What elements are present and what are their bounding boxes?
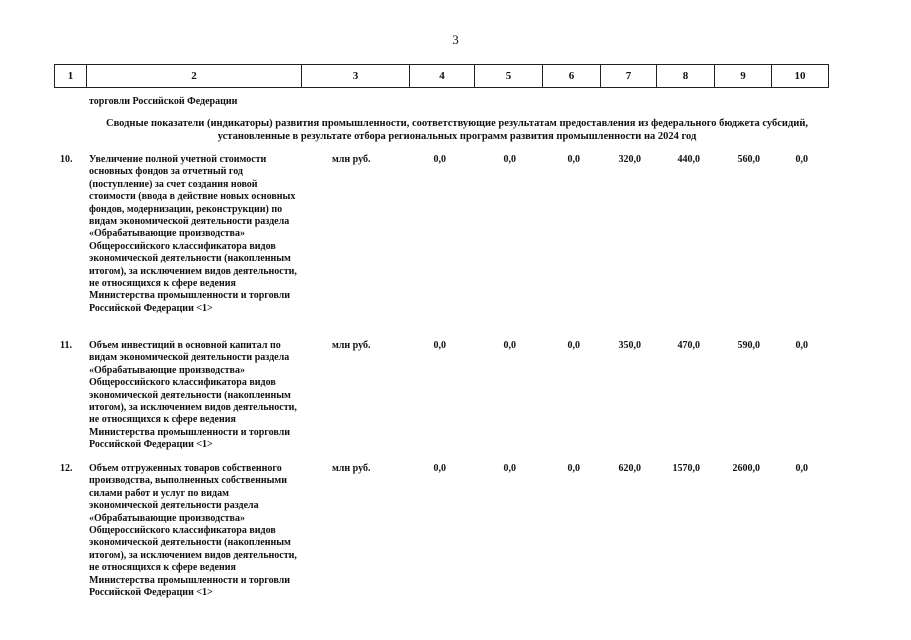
table-header-row [54,64,829,88]
header-col-8: 8 [657,65,715,87]
row-value-col-5: 0,0 [503,340,516,351]
continuation-text: торговли Российской Федерации [89,96,238,107]
header-col-2: 2 [87,65,302,87]
header-col-10: 10 [794,70,806,82]
row-number: 11. [60,340,72,351]
header-col-4: 4 [410,65,475,87]
row-value-col-9: 560,0 [737,154,760,165]
header-col-7: 7 [601,65,657,87]
row-value-col-9: 2600,0 [732,463,760,474]
row-value-col-8: 1570,0 [672,463,700,474]
row-value-col-10: 0,0 [795,154,808,165]
row-value-col-4: 0,0 [433,154,446,165]
row-number: 10. [60,154,73,165]
row-value-col-4: 0,0 [433,340,446,351]
row-value-col-6: 0,0 [567,340,580,351]
row-value-col-8: 470,0 [677,340,700,351]
row-value-col-7: 320,0 [618,154,641,165]
row-value-col-4: 0,0 [433,463,446,474]
row-value-col-9: 590,0 [737,340,760,351]
row-value-col-8: 440,0 [677,154,700,165]
section-title-line-2: установленные в результате отбора региональных программ развития промышленности на 2024 год [217,131,697,142]
header-col-5: 5 [475,65,543,87]
row-value-col-7: 620,0 [618,463,641,474]
row-description: Объем отгруженных товаров собственного производства, выполненных собственными силами работ и услуг по видам экономической деятельности раздела «Обрабатывающие производства» Общероссийского классификатора видов экономической деятельности (накопленным итогом), за исключением видов деятельности, не относящихся к сфере ведения Министерства промышленности и торговли Российской Федерации <1> [89,463,297,599]
row-value-col-10: 0,0 [795,463,808,474]
row-unit: млн руб. [332,154,371,165]
header-col-3: 3 [302,65,410,87]
row-unit: млн руб. [332,463,371,474]
row-value-col-10: 0,0 [795,340,808,351]
header-col-9: 9 [715,65,772,87]
row-number: 12. [60,463,73,474]
row-value-col-6: 0,0 [567,154,580,165]
row-description: Увеличение полной учетной стоимости основных фондов за отчетный год (поступление) за счет создания новой стоимости (ввода в действие новых основных фондов, модернизации, реконструкции) по видам экономической деятельности раздела «Обрабатывающие производства» Общероссийского классификатора видов экономической деятельности (накопленным итогом), за исключением видов деятельности, не относящихся к сфере ведения Министерства промышленности и торговли Российской Федерации <1> [89,154,297,314]
row-value-col-5: 0,0 [503,463,516,474]
row-value-col-7: 350,0 [618,340,641,351]
header-col-1: 1 [55,65,87,87]
row-value-col-6: 0,0 [567,463,580,474]
section-title-line-1: Сводные показатели (индикаторы) развития промышленности, соответствующие результатам предоставления из федерального бюджета субсидий, [105,118,808,129]
section-title [84,117,830,143]
row-unit: млн руб. [332,340,371,351]
page-number: 3 [452,32,459,47]
row-description: Объем инвестиций в основной капитал по видам экономической деятельности раздела «Обрабатывающие производства» Общероссийского классификатора видов экономической деятельности (накопленным итогом), за исключением видов деятельности, не относящихся к сфере ведения Министерства промышленности и торговли Российской Федерации <1> [89,340,297,451]
header-col-6: 6 [543,65,601,87]
row-value-col-5: 0,0 [503,154,516,165]
